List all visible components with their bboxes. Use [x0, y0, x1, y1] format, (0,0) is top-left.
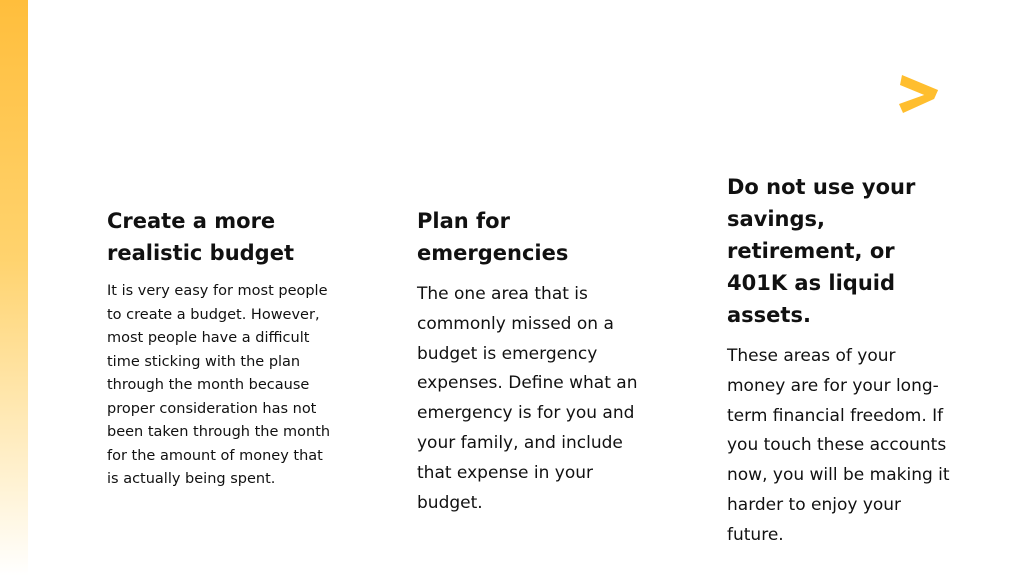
tip-title: Create a more realistic budget	[107, 209, 294, 265]
tip-body: The one area that is commonly missed on a budget is emergency expenses. Define what an emergency is for you and your family, and include that expense in your budget.	[417, 284, 638, 513]
accent-bar	[0, 0, 28, 576]
tip-title: Do not use your savings, retirement, or 401K as liquid assets.	[727, 175, 916, 327]
tip-title: Plan for emergencies	[417, 209, 569, 265]
tip-column-budget	[107, 205, 332, 492]
tip-column-savings	[727, 171, 952, 551]
tip-body: It is very easy for most people to create a budget. However, most people have a difficult time sticking with the plan through the month because proper consideration has not been taken through the month for the amount of money that is actually being spent.	[107, 283, 331, 487]
chevron-arrow-logo-icon	[898, 72, 944, 116]
tip-column-emergencies	[417, 205, 647, 518]
tip-body: These areas of your money are for your long-term financial freedom. If you touch these accounts now, you will be making it harder to enjoy your future.	[727, 346, 950, 545]
